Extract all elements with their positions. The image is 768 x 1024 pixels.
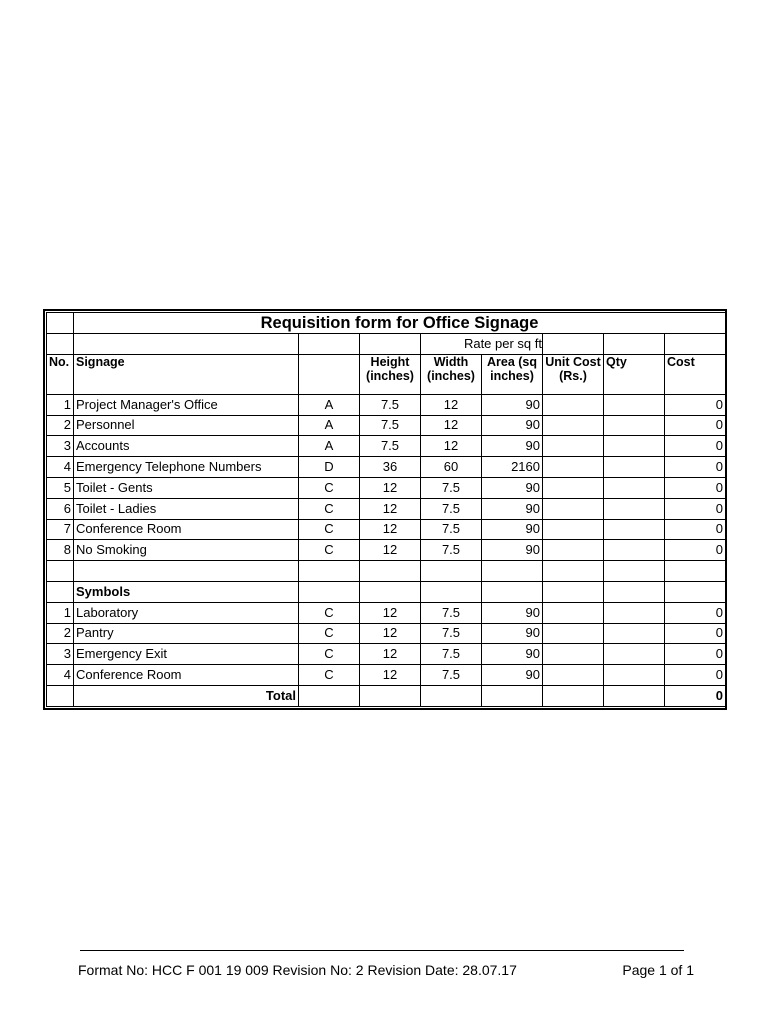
row-qty — [604, 623, 665, 644]
row-width: 60 — [421, 457, 482, 478]
row-type: A — [299, 436, 360, 457]
row-number: 3 — [47, 436, 74, 457]
total-label: Total — [74, 685, 299, 706]
row-number: 1 — [47, 394, 74, 415]
row-cost: 0 — [665, 644, 726, 665]
row-height: 12 — [360, 477, 421, 498]
row-unit-cost — [543, 394, 604, 415]
page-number-text: Page 1 of 1 — [622, 962, 694, 978]
row-area: 90 — [482, 540, 543, 561]
row-area: 90 — [482, 519, 543, 540]
row-type: C — [299, 519, 360, 540]
row-width: 7.5 — [421, 540, 482, 561]
row-width: 7.5 — [421, 498, 482, 519]
signage-table — [46, 312, 726, 707]
row-area: 90 — [482, 415, 543, 436]
row-signage-name: Pantry — [74, 623, 299, 644]
table-row — [47, 540, 726, 561]
row-cost: 0 — [665, 415, 726, 436]
row-cost: 0 — [665, 519, 726, 540]
row-width: 12 — [421, 394, 482, 415]
row-number: 4 — [47, 665, 74, 686]
row-width: 7.5 — [421, 644, 482, 665]
row-width: 12 — [421, 415, 482, 436]
row-height: 7.5 — [360, 415, 421, 436]
row-number: 6 — [47, 498, 74, 519]
symbols-heading: Symbols — [74, 581, 299, 602]
row-unit-cost — [543, 436, 604, 457]
row-signage-name: Toilet - Gents — [74, 477, 299, 498]
row-type: C — [299, 665, 360, 686]
row-area: 90 — [482, 644, 543, 665]
row-unit-cost — [543, 477, 604, 498]
header-height: Height (inches) — [360, 354, 421, 394]
row-signage-name: Project Manager's Office — [74, 394, 299, 415]
row-qty — [604, 394, 665, 415]
header-width: Width (inches) — [421, 354, 482, 394]
row-cost: 0 — [665, 602, 726, 623]
row-qty — [604, 498, 665, 519]
total-value: 0 — [665, 685, 726, 706]
form-title: Requisition form for Office Signage — [74, 313, 726, 334]
row-unit-cost — [543, 415, 604, 436]
header-row — [47, 354, 726, 394]
table-row — [47, 665, 726, 686]
row-qty — [604, 457, 665, 478]
symbols-heading-row — [47, 581, 726, 602]
row-type: C — [299, 623, 360, 644]
row-area: 90 — [482, 477, 543, 498]
row-unit-cost — [543, 644, 604, 665]
row-unit-cost — [543, 457, 604, 478]
row-signage-name: Conference Room — [74, 665, 299, 686]
row-qty — [604, 665, 665, 686]
table-row — [47, 498, 726, 519]
rate-row — [47, 334, 726, 355]
row-height: 7.5 — [360, 436, 421, 457]
row-qty — [604, 415, 665, 436]
blank-row — [47, 561, 726, 582]
row-qty — [604, 519, 665, 540]
row-signage-name: Emergency Exit — [74, 644, 299, 665]
row-qty — [604, 644, 665, 665]
row-number: 3 — [47, 644, 74, 665]
row-signage-name: Personnel — [74, 415, 299, 436]
table-row — [47, 457, 726, 478]
row-qty — [604, 436, 665, 457]
header-area: Area (sq inches) — [482, 354, 543, 394]
row-unit-cost — [543, 623, 604, 644]
row-width: 7.5 — [421, 519, 482, 540]
row-cost: 0 — [665, 477, 726, 498]
row-area: 90 — [482, 394, 543, 415]
row-cost: 0 — [665, 665, 726, 686]
row-height: 12 — [360, 519, 421, 540]
header-unit-cost: Unit Cost (Rs.) — [543, 354, 604, 394]
table-row — [47, 477, 726, 498]
row-area: 2160 — [482, 457, 543, 478]
header-no: No. — [47, 354, 74, 394]
table-row — [47, 436, 726, 457]
row-number: 5 — [47, 477, 74, 498]
row-cost: 0 — [665, 540, 726, 561]
table-row — [47, 519, 726, 540]
requisition-form — [43, 309, 727, 710]
row-type: D — [299, 457, 360, 478]
row-height: 7.5 — [360, 394, 421, 415]
table-row — [47, 415, 726, 436]
row-area: 90 — [482, 665, 543, 686]
row-unit-cost — [543, 498, 604, 519]
row-signage-name: Accounts — [74, 436, 299, 457]
row-width: 7.5 — [421, 623, 482, 644]
row-height: 12 — [360, 665, 421, 686]
row-type: A — [299, 394, 360, 415]
row-type: C — [299, 644, 360, 665]
row-width: 7.5 — [421, 477, 482, 498]
row-signage-name: No Smoking — [74, 540, 299, 561]
row-width: 7.5 — [421, 665, 482, 686]
row-cost: 0 — [665, 394, 726, 415]
header-qty: Qty — [604, 354, 665, 394]
row-signage-name: Conference Room — [74, 519, 299, 540]
row-width: 7.5 — [421, 602, 482, 623]
row-unit-cost — [543, 519, 604, 540]
rate-per-sqft-label: Rate per sq ft — [421, 334, 543, 355]
title-row — [47, 313, 726, 334]
row-cost: 0 — [665, 457, 726, 478]
table-row — [47, 623, 726, 644]
row-cost: 0 — [665, 436, 726, 457]
row-qty — [604, 477, 665, 498]
row-height: 12 — [360, 540, 421, 561]
row-height: 12 — [360, 498, 421, 519]
total-row — [47, 685, 726, 706]
table-row — [47, 394, 726, 415]
row-signage-name: Emergency Telephone Numbers — [74, 457, 299, 478]
row-width: 12 — [421, 436, 482, 457]
row-type: C — [299, 477, 360, 498]
row-height: 12 — [360, 623, 421, 644]
row-area: 90 — [482, 436, 543, 457]
row-type: C — [299, 498, 360, 519]
row-qty — [604, 602, 665, 623]
row-signage-name: Laboratory — [74, 602, 299, 623]
row-height: 12 — [360, 602, 421, 623]
row-unit-cost — [543, 665, 604, 686]
row-height: 36 — [360, 457, 421, 478]
row-number: 8 — [47, 540, 74, 561]
header-signage: Signage — [74, 354, 299, 394]
row-number: 7 — [47, 519, 74, 540]
header-cost: Cost — [665, 354, 726, 394]
row-cost: 0 — [665, 498, 726, 519]
row-number: 4 — [47, 457, 74, 478]
row-height: 12 — [360, 644, 421, 665]
row-type: C — [299, 602, 360, 623]
row-area: 90 — [482, 623, 543, 644]
row-number: 2 — [47, 623, 74, 644]
row-type: C — [299, 540, 360, 561]
row-area: 90 — [482, 498, 543, 519]
format-number-text: Format No: HCC F 001 19 009 Revision No: 2 Revision Date: 28.07.17 — [78, 962, 517, 978]
row-qty — [604, 540, 665, 561]
row-number: 1 — [47, 602, 74, 623]
table-row — [47, 644, 726, 665]
row-unit-cost — [543, 602, 604, 623]
row-signage-name: Toilet - Ladies — [74, 498, 299, 519]
row-number: 2 — [47, 415, 74, 436]
row-unit-cost — [543, 540, 604, 561]
table-row — [47, 602, 726, 623]
footer-divider — [80, 950, 684, 951]
row-type: A — [299, 415, 360, 436]
row-area: 90 — [482, 602, 543, 623]
row-cost: 0 — [665, 623, 726, 644]
